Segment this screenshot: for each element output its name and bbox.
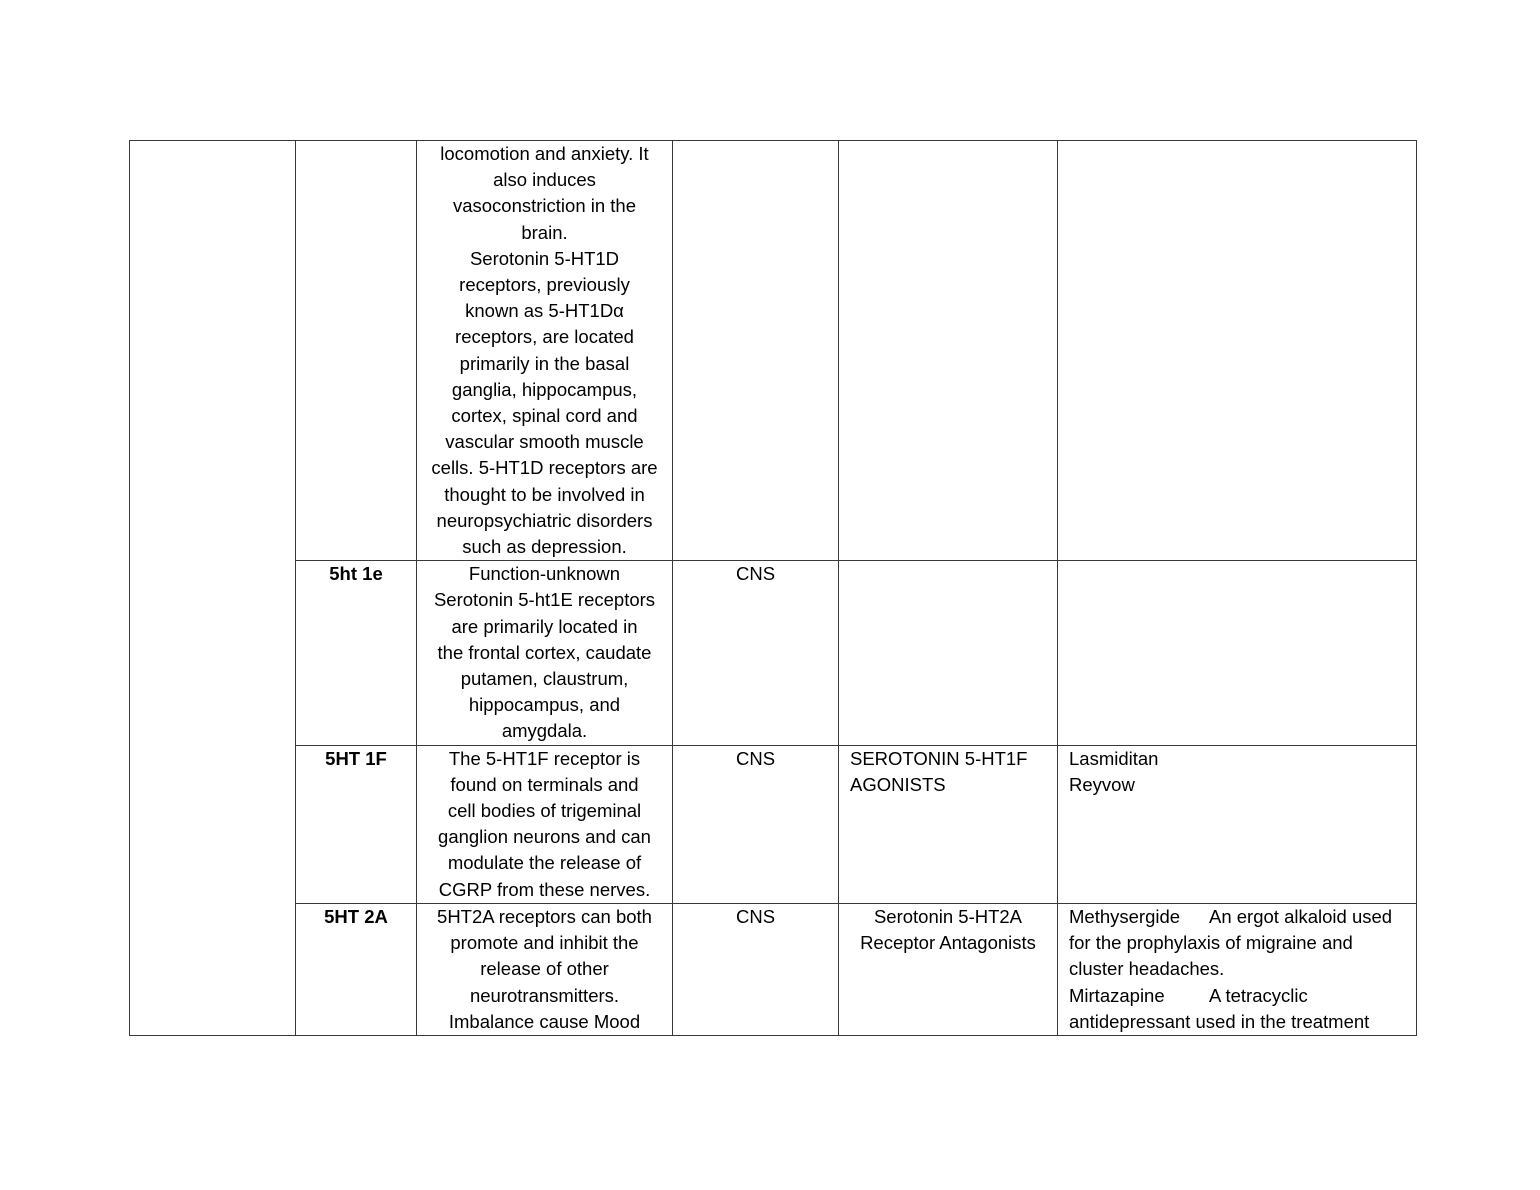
drug-class-cell <box>839 561 1058 745</box>
receptor-label: 5HT 2A <box>324 905 388 927</box>
description-line: Imbalance cause Mood <box>448 1010 641 1032</box>
description-line: release of other <box>480 958 609 980</box>
drugs-cell <box>1058 141 1417 561</box>
drugs-cell <box>1058 745 1417 903</box>
description-line: CGRP from these nerves. <box>438 878 651 900</box>
description-cell <box>417 561 673 745</box>
description-line: cell bodies of trigeminal <box>447 800 642 822</box>
family-cell <box>130 141 296 1036</box>
location-cell <box>673 745 839 903</box>
location-label: CNS <box>735 563 776 585</box>
drug-line: Reyvow <box>1069 773 1135 795</box>
drug-description: An ergot alkaloid used <box>1209 905 1393 927</box>
drug-name: Mirtazapine <box>1069 984 1165 1006</box>
description-cell <box>417 745 673 903</box>
description-line: ganglia, hippocampus, <box>451 378 638 400</box>
receptor-cell <box>296 903 417 1035</box>
description-line: brain. <box>521 221 568 243</box>
receptor-cell <box>296 141 417 561</box>
description-line: known as 5-HT1Dα <box>465 300 624 322</box>
description-line: found on terminals and <box>450 773 639 795</box>
location-label: CNS <box>735 747 776 769</box>
description-line: receptors, are located <box>455 326 634 348</box>
drug-description: A tetracyclic <box>1209 984 1308 1006</box>
description-line: Function-unknown <box>468 563 621 585</box>
drug-description-line: antidepressant used in the treatment <box>1069 1010 1370 1032</box>
description-line: primarily in the basal <box>459 352 630 374</box>
drug-entry <box>1069 904 1408 930</box>
receptor-label: 5HT 1F <box>325 747 387 769</box>
description-cell <box>417 903 673 1035</box>
description-line: neurotransmitters. <box>469 984 620 1006</box>
description-cell <box>417 141 673 561</box>
description-line: the frontal cortex, caudate <box>437 641 652 663</box>
location-cell <box>673 141 839 561</box>
receptor-label: 5ht 1e <box>329 563 383 585</box>
drug-entry <box>1069 983 1408 1009</box>
receptor-table <box>129 140 1417 1036</box>
drug-description-line: for the prophylaxis of migraine and <box>1069 932 1353 954</box>
description-line: cells. 5-HT1D receptors are <box>431 457 658 479</box>
drug-description-line: cluster headaches. <box>1069 958 1225 980</box>
description-line: putamen, claustrum, <box>460 668 629 690</box>
drug-class-line: Receptor Antagonists <box>860 932 1036 954</box>
description-line: ganglion neurons and can <box>438 826 651 848</box>
drug-name: Methysergide <box>1069 905 1181 927</box>
description-line: locomotion and anxiety. It <box>440 143 649 164</box>
description-line: The 5-HT1F receptor is <box>448 747 641 769</box>
table-row <box>130 903 1417 1035</box>
drug-class-cell <box>839 141 1058 561</box>
drug-line: Lasmiditan <box>1069 747 1159 769</box>
location-cell <box>673 903 839 1035</box>
table-row <box>130 745 1417 903</box>
drug-class-cell <box>839 745 1058 903</box>
description-line: 5HT2A receptors can both <box>437 905 652 927</box>
drugs-cell <box>1058 561 1417 745</box>
description-line: thought to be involved in <box>444 483 645 505</box>
description-line: vascular smooth muscle <box>445 431 644 453</box>
description-line: vasoconstriction in the <box>452 195 637 217</box>
description-line: receptors, previously <box>459 274 630 296</box>
description-line: such as depression. <box>462 536 627 558</box>
description-line: modulate the release of <box>447 852 642 874</box>
description-line: hippocampus, and <box>468 694 621 716</box>
table-row <box>130 141 1417 561</box>
drug-class-cell <box>839 903 1058 1035</box>
table-row <box>130 561 1417 745</box>
description-line: neuropsychiatric disorders <box>436 509 653 531</box>
description-line: Serotonin 5-HT1D <box>469 247 620 269</box>
receptor-cell <box>296 561 417 745</box>
drugs-cell <box>1058 903 1417 1035</box>
description-line: promote and inhibit the <box>450 932 639 954</box>
drug-class-line: SEROTONIN 5-HT1F <box>850 747 1028 769</box>
description-line: amygdala. <box>501 720 588 742</box>
description-line: also induces <box>493 169 596 191</box>
description-line: are primarily located in <box>451 615 638 637</box>
drug-class-line: Serotonin 5-HT2A <box>873 905 1023 927</box>
description-line: cortex, spinal cord and <box>451 405 638 427</box>
receptor-cell <box>296 745 417 903</box>
location-cell <box>673 561 839 745</box>
location-label: CNS <box>735 905 776 927</box>
description-line: Serotonin 5-ht1E receptors <box>433 589 656 611</box>
drug-class-line: AGONISTS <box>850 773 946 795</box>
